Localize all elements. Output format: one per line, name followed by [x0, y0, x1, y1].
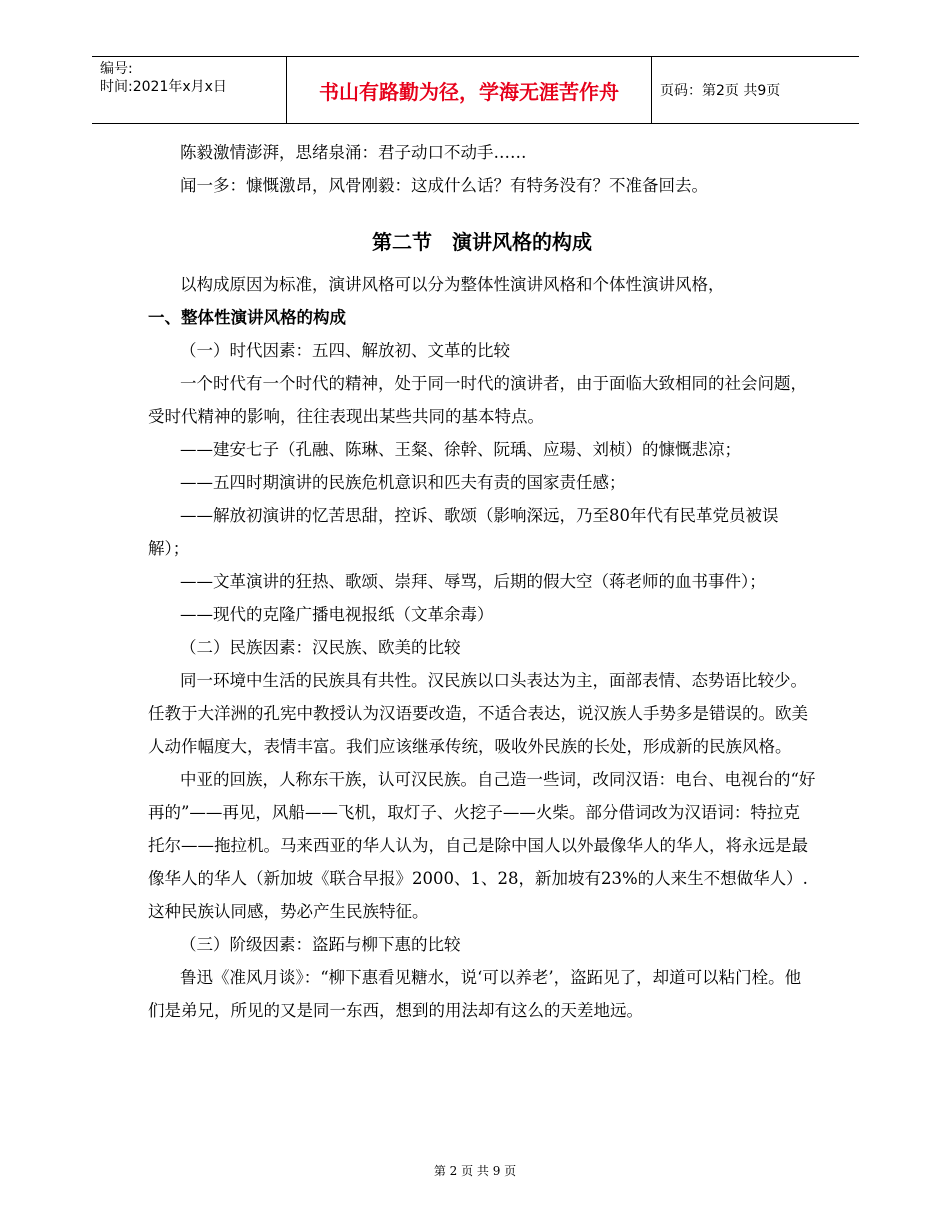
paragraph: 以构成原因为标准，演讲风格可以分为整体性演讲风格和个体性演讲风格，	[180, 275, 725, 294]
paragraph: 一个时代有一个时代的精神，处于同一时代的演讲者，由于面临大致相同的社会问题，受时代精神的影响，往往表现出某些共同的基本特点。	[148, 374, 807, 426]
header-meta	[92, 57, 287, 123]
paragraph: 中亚的回族，人称东干族，认可汉民族。自己造一些词，改同汉语：电台、电视台的“好再的”——再见，风船——飞机，取灯子、火挖子——火柴。部分借词改为汉语词：特拉克托尔——拖拉机。马来西亚的华人认为，自己是除中国人以外最像华人的华人，将永远是最像华人的华人（新加坡《联合早报》2000、1、28，新加坡有23%的人来生不想做华人）.这种民族认同感，势必产生民族特征。	[148, 770, 816, 921]
header-motto: 书山有路勤为径，学海无涯苦作舟	[287, 57, 652, 123]
list-item: ——五四时期演讲的民族危机意识和匹夫有责的国家责任感；	[180, 473, 626, 492]
header-page-number: 页码：第2页 共9页	[660, 83, 781, 99]
page-header	[92, 56, 859, 124]
document-body	[148, 136, 816, 1027]
document-time: 时间:2021年x月x日	[100, 79, 227, 95]
list-item: ——建安七子（孔融、陈琳、王粲、徐幹、阮瑀、应瑒、刘桢）的慷慨悲凉；	[180, 440, 741, 459]
document-number: 编号:	[100, 61, 133, 77]
paragraph: 鲁迅《准风月谈》：“柳下惠看见糖水，说‘可以养老’，盗跖见了，却道可以粘门栓。他们是弟兄，所见的又是同一东西，想到的用法却有这么的天差地远。	[148, 968, 802, 1020]
factor-title: （一）时代因素：五四、解放初、文革的比较	[180, 341, 510, 360]
factor-title: （三）阶级因素：盗跖与柳下惠的比较	[180, 935, 461, 954]
paragraph: 闻一多：慷慨激昂，风骨刚毅：这成什么话？有特务没有？不准备回去。	[180, 176, 708, 195]
paragraph: 同一环境中生活的民族具有共性。汉民族以口头表达为主，面部表情、态势语比较少。任教于大洋洲的孔宪中教授认为汉语要改造，不适合表达，说汉族人手势多是错误的。欧美人动作幅度大，表情丰富。我们应该继承传统，吸收外民族的长处，形成新的民族风格。	[148, 671, 808, 756]
list-item: ——文革演讲的狂热、歌颂、崇拜、辱骂，后期的假大空（蒋老师的血书事件）；	[180, 572, 766, 591]
section-title: 第二节 演讲风格的构成	[372, 230, 592, 254]
page-footer: 第 2 页 共 9 页	[433, 1164, 517, 1178]
factor-title: （二）民族因素：汉民族、欧美的比较	[180, 638, 461, 657]
list-item: ——现代的克隆广播电视报纸（文革余毒）	[180, 605, 494, 624]
subheading: 一、整体性演讲风格的构成	[148, 308, 346, 327]
list-item: ——解放初演讲的忆苦思甜，控诉、歌颂（影响深远，乃至80年代有民革党员被误解）；	[148, 506, 779, 558]
paragraph: 陈毅激情澎湃，思绪泉涌：君子动口不动手……	[180, 143, 527, 162]
